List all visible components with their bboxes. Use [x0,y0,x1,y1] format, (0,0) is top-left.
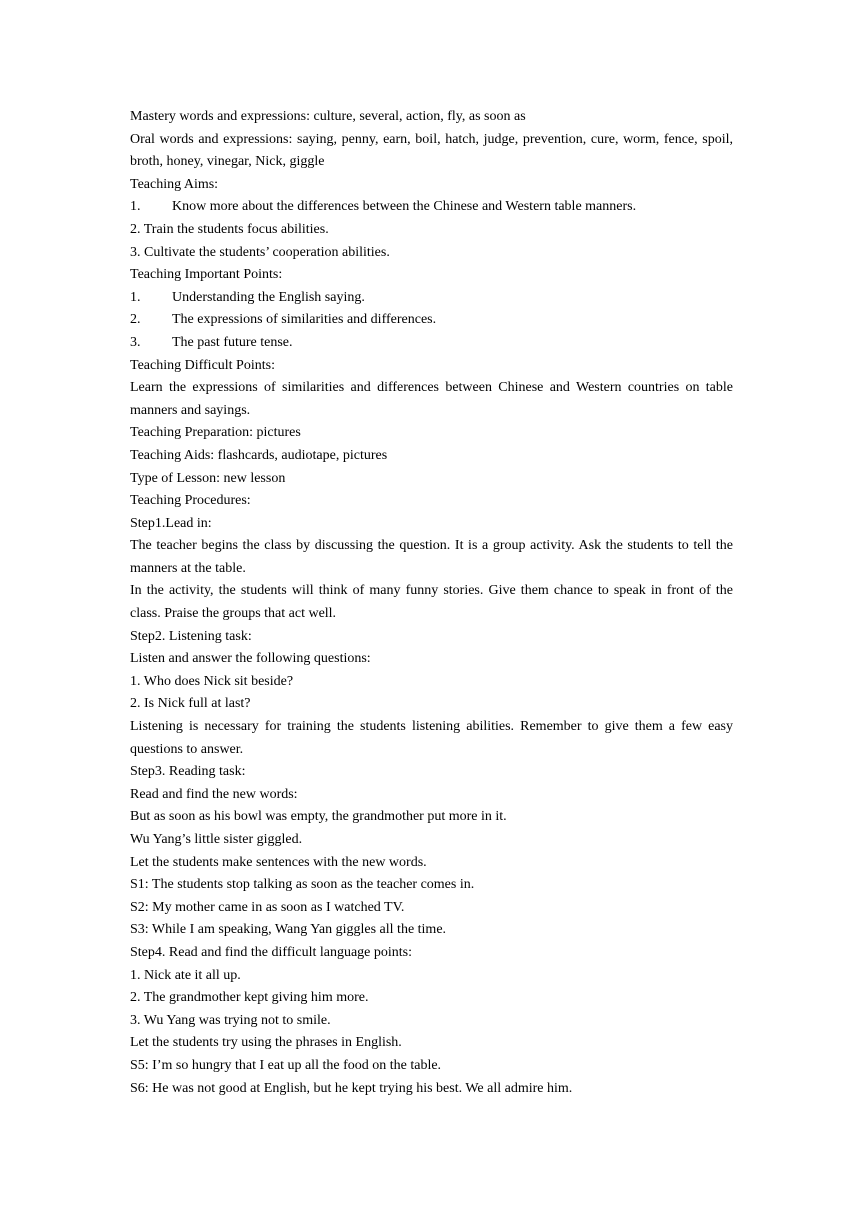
aim-item-3: 3. Cultivate the students’ cooperation abilities. [130,244,390,260]
lesson-plan-document [130,106,733,1100]
step3-instruction: Let the students make sentences with the new words. [130,854,427,870]
aim-item-1-number: 1. [130,199,141,215]
important-points-heading: Teaching Important Points: [130,267,283,283]
step3-intro: Read and find the new words: [130,786,298,802]
step3-heading: Step3. Reading task: [130,764,246,780]
step3-sentence-s2: S2: My mother came in as soon as I watched TV. [130,899,405,915]
aim-item-1-text: Know more about the differences between the Chinese and Western table manners. [172,199,637,215]
important-point-2 [130,309,733,332]
step4-point-3: 3. Wu Yang was trying not to smile. [130,1012,331,1028]
step4-point-2: 2. The grandmother kept giving him more. [130,990,369,1006]
step1-heading: Step1.Lead in: [130,515,212,531]
teaching-aims-heading: Teaching Aims: [130,176,219,192]
step3-sentence-s1: S1: The students stop talking as soon as the teacher comes in. [130,877,475,893]
step2-intro: Listen and answer the following questions: [130,651,371,667]
step3-example-1: But as soon as his bowl was empty, the grandmother put more in it. [130,809,507,825]
important-point-2-text: The expressions of similarities and differences. [172,312,437,328]
step4-sentence-s5: S5: I’m so hungry that I eat up all the food on the table. [130,1057,442,1073]
oral-words-paragraph: Oral words and expressions: saying, penny, earn, boil, hatch, judge, prevention, cure, worm, fence, spoil, broth, honey, vinegar, Nick, giggle [130,131,733,170]
teaching-preparation: Teaching Preparation: pictures [130,425,301,441]
step4-point-1: 1. Nick ate it all up. [130,967,241,983]
procedures-heading: Teaching Procedures: [130,493,251,509]
step3-sentence-s3: S3: While I am speaking, Wang Yan giggles all the time. [130,922,447,938]
teaching-aids: Teaching Aids: flashcards, audiotape, pictures [130,447,388,463]
step4-sentence-s6: S6: He was not good at English, but he kept trying his best. We all admire him. [130,1080,573,1096]
important-point-3-number: 3. [130,334,141,350]
step4-heading: Step4. Read and find the difficult language points: [130,944,413,960]
step4-instruction: Let the students try using the phrases in English. [130,1035,402,1051]
important-point-1-number: 1. [130,289,141,305]
aim-item-2: 2. Train the students focus abilities. [130,221,329,237]
important-point-1-text: Understanding the English saying. [172,289,365,305]
difficult-points-text: Learn the expressions of similarities and differences between Chinese and Western countries on table manners and sayings. [130,380,733,418]
difficult-points-heading: Teaching Difficult Points: [130,357,275,373]
aim-item-1 [130,196,733,219]
important-point-3 [130,332,733,355]
step1-paragraph-1: The teacher begins the class by discussing the question. It is a group activity. Ask the students to tell the manners at the table. [130,538,733,576]
important-point-2-number: 2. [130,312,141,328]
step2-question-1: 1. Who does Nick sit beside? [130,673,294,689]
important-point-1 [130,287,733,310]
step1-paragraph-2: In the activity, the students will think of many funny stories. Give them chance to speak in front of the class. Praise the groups that act well. [130,583,733,622]
lesson-type: Type of Lesson: new lesson [130,470,286,486]
step2-question-2: 2. Is Nick full at last? [130,696,251,712]
important-point-3-text: The past future tense. [172,334,293,350]
step2-heading: Step2. Listening task: [130,628,252,644]
mastery-words-line: Mastery words and expressions: culture, several, action, fly, as soon as [130,109,526,124]
step2-note: Listening is necessary for training the students listening abilities. Remember to give them a few easy questions to answer. [130,719,733,757]
step3-example-2: Wu Yang’s little sister giggled. [130,832,303,847]
